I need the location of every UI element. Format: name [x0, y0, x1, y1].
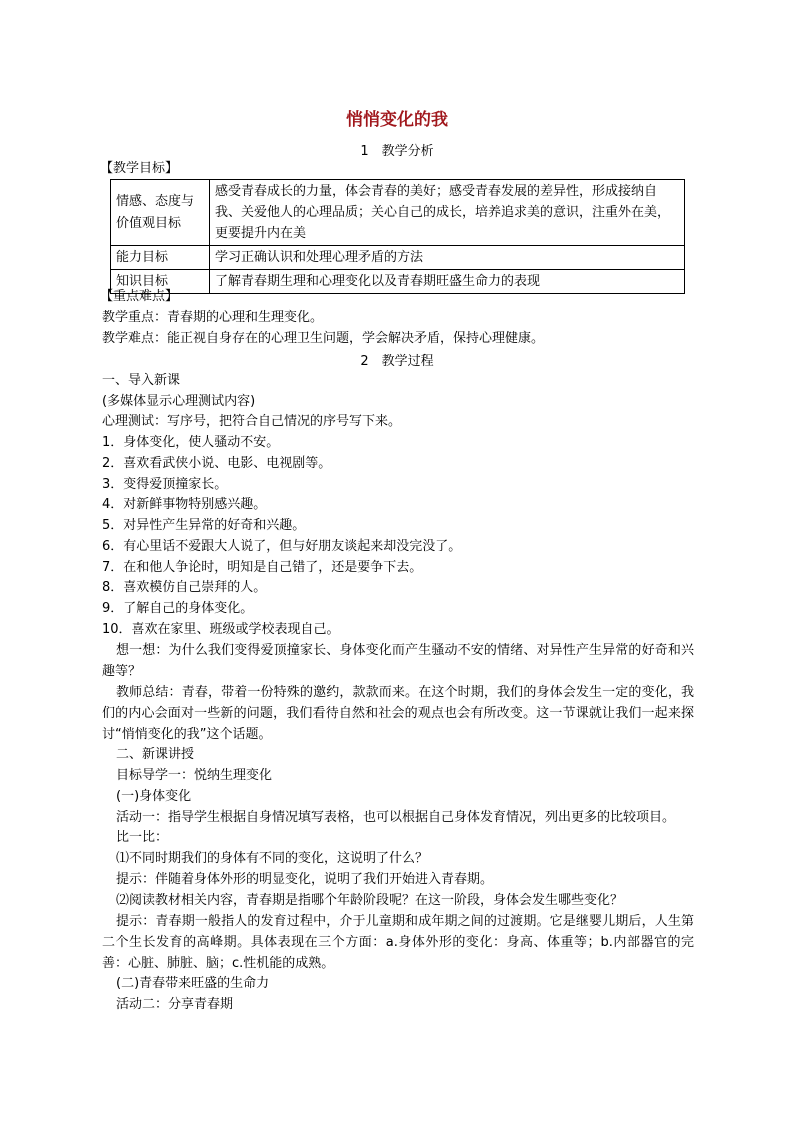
list-item: 5．对异性产生异常的好奇和兴趣。	[102, 518, 306, 533]
compare-label: 比一比：	[116, 830, 169, 845]
hint-1: 提示：伴随着身体外形的明显变化，说明了我们开始进入青春期。	[116, 872, 494, 887]
section-heading-analysis: 1 教学分析	[360, 144, 434, 159]
list-item: 2．喜欢看武侠小说、电影、电视剧等。	[102, 456, 332, 471]
activity2: 活动二：分享青春期	[116, 997, 234, 1012]
goal1-heading: 目标导学一：悦纳生理变化	[116, 768, 273, 783]
objective-key: 情感、态度与价值观目标	[111, 180, 210, 246]
teaching-difficulty: 教学难点：能正视自身存在的心理卫生问题，学会解决矛盾，保持心理健康。	[102, 331, 545, 346]
table-row	[111, 180, 685, 246]
question-2: ⑵阅读教材相关内容，青春期是指哪个年龄阶段呢？在这一阶段，身体会发生哪些变化？	[116, 893, 624, 908]
list-item: 1．身体变化，使人骚动不安。	[102, 435, 280, 450]
part1-heading: 一、导入新课	[102, 373, 181, 388]
activity1: 活动一：指导学生根据自身情况填写表格，也可以根据自己身体发育情况，列出更多的比较项目。	[116, 810, 676, 825]
section-heading-process: 2 教学过程	[360, 354, 434, 369]
subsection-vitality: (二)青春带来旺盛的生命力	[116, 976, 270, 991]
objective-value: 感受青春成长的力量，体会青春的美好；感受青春发展的差异性，形成接纳自我、关爱他人的心理品质；关心自己的成长，培养追求美的意识，注重外在美，更要提升内在美	[210, 180, 685, 246]
test-intro: 心理测试：写序号，把符合自己情况的序号写下来。	[102, 414, 402, 429]
list-item: 4．对新鲜事物特别感兴趣。	[102, 497, 267, 512]
objective-key: 能力目标	[111, 246, 210, 270]
objective-value: 学习正确认识和处理心理矛盾的方法	[210, 246, 685, 270]
teaching-focus: 教学重点：青春期的心理和生理变化。	[102, 310, 324, 325]
objective-value: 了解青春期生理和心理变化以及青春期旺盛生命力的表现	[210, 270, 685, 294]
list-item: 7．在和他人争论时，明知是自己错了，还是要争下去。	[102, 560, 423, 575]
think-question: 想一想：为什么我们变得爱顶撞家长、身体变化而产生骚动不安的情绪、对异性产生异常的好奇和兴趣等？	[102, 643, 694, 679]
list-item: 3．变得爱顶撞家长。	[102, 477, 228, 492]
list-item: 6．有心里话不爱跟大人说了，但与好朋友谈起来却没完没了。	[102, 539, 462, 554]
page-title: 悄悄变化的我	[346, 110, 448, 130]
teacher-summary: 教师总结：青春，带着一份特殊的邀约，款款而来。在这个时期，我们的身体会发生一定的变化，我们的内心会面对一些新的问题，我们看待自然和社会的观点也会有所改变。这一节课就让我们一起来探讨“悄悄变化的我”这个话题。	[102, 685, 694, 742]
objectives-table	[110, 179, 685, 294]
table-row	[111, 246, 685, 270]
part2-heading: 二、新课讲授	[116, 747, 195, 762]
list-item: 9．了解自己的身体变化。	[102, 601, 254, 616]
list-item: 10．喜欢在家里、班级或学校表现自己。	[102, 622, 340, 637]
media-note: (多媒体显示心理测试内容)	[102, 394, 256, 409]
question-1: ⑴不同时期我们的身体有不同的变化，这说明了什么？	[116, 851, 429, 866]
hint-2: 提示：青春期一般指人的发育过程中，介于儿童期和成年期之间的过渡期。它是继婴儿期后，人生第二个生长发育的高峰期。具体表现在三个方面：a.身体外形的变化：身高、体重等；b.内部器官的完善：心脏、肺脏、脑；c.性机能的成熟。	[102, 914, 694, 971]
keypoints-heading: 【重点难点】	[100, 289, 179, 304]
objective-key: 知识目标	[111, 270, 210, 294]
list-item: 8．喜欢模仿自己崇拜的人。	[102, 580, 267, 595]
subsection-body-change: (一)身体变化	[116, 789, 192, 804]
objectives-heading: 【教学目标】	[100, 161, 179, 176]
